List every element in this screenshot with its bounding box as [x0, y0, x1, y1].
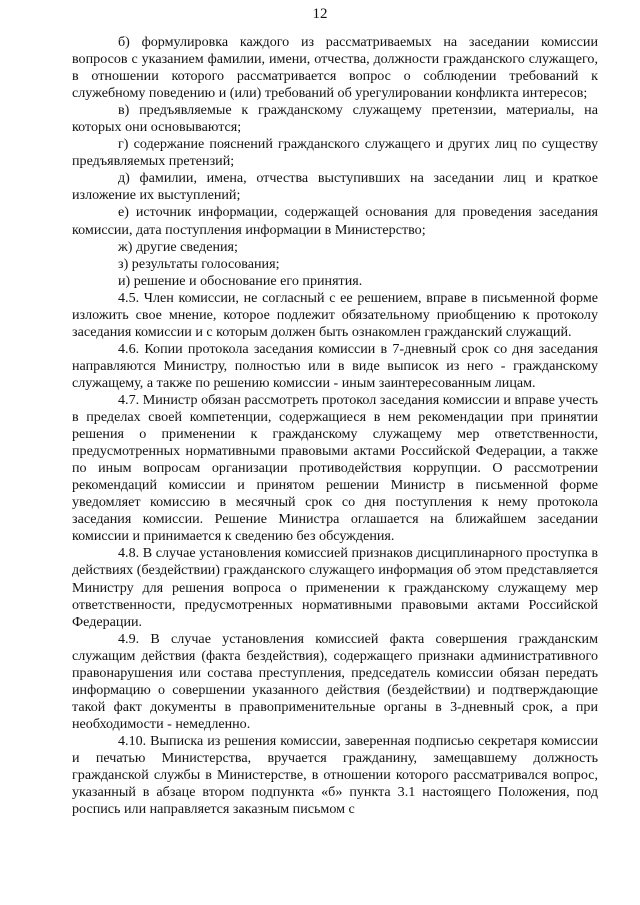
paragraph-4-10: 4.10. Выписка из решения комиссии, заверенная подписью секретаря комиссии и печатью Министерства, вручается гражданину, замещавшему должность гражданской службы в Министерстве, в отношении которого рассматривался вопрос, указанный в абзаце втором подпункта «б» пункта 3.1 настоящего Положения, под роспись или направляется заказным письмом с — [72, 732, 598, 818]
paragraph-4-5: 4.5. Член комиссии, не согласный с ее решением, вправе в письменной форме изложить свое мнение, которое подлежит обязательному приобщению к протоколу заседания комиссии и с которым должен быть ознакомлен гражданский служащий. — [72, 289, 598, 340]
paragraph-4-7: 4.7. Министр обязан рассмотреть протокол заседания комиссии и вправе учесть в пределах своей компетенции, содержащиеся в нем рекомендации при принятии решения о применении к гражданскому служащему мер ответственности, предусмотренных нормативными правовыми актами Российской Федерации, а также по иным вопросам организации противодействия коррупции. О рассмотрении рекомендаций комиссии и принятом решении Министр в письменной форме уведомляет комиссию в месячный срок со дня поступления к нему протокола заседания комиссии. Решение Министра оглашается на ближайшем заседании комиссии и принимается к сведению без обсуждения. — [72, 391, 598, 545]
paragraph-i: и) решение и обоснование его принятия. — [118, 272, 363, 289]
paragraph-e: е) источник информации, содержащей основания для проведения заседания комиссии, дата поступления информации в Министерство; — [72, 204, 598, 238]
paragraph-4-9: 4.9. В случае установления комиссией факта совершения гражданским служащим действия (факта бездействия), содержащего признаки административного правонарушения или состава преступления, председатель комиссии обязан передать информацию о совершении указанного действия (бездействии) и подтверждающие такой факт документы в правоприменительные органы в 3-дневный срок, а при необходимости - немедленно. — [72, 630, 598, 732]
paragraph-v: в) предъявляемые к гражданскому служащему претензии, материалы, на которых они основываются; — [72, 102, 598, 136]
paragraph-4-8: 4.8. В случае установления комиссией признаков дисциплинарного проступка в действиях (бездействии) гражданского служащего информация об этом представляется Министру для решения вопроса о применении к гражданскому служащему мер ответственности, предусмотренных нормативными правовыми актами Российской Федерации. — [72, 545, 598, 630]
page-number: 12 — [312, 6, 328, 22]
paragraph-z: з) результаты голосования; — [118, 255, 280, 272]
paragraph-b: б) формулировка каждого из рассматриваемых на заседании комиссии вопросов с указанием фамилии, имени, отчества, должности гражданского служащего, в отношении которого рассматривается вопрос о соблюдении требований к служебному поведению и (или) требований об урегулировании конфликта интересов; — [72, 34, 598, 102]
paragraph-g: г) содержание пояснений гражданского служащего и других лиц по существу предъявляемых претензий; — [72, 136, 598, 170]
document-body — [72, 34, 598, 818]
paragraph-4-6: 4.6. Копии протокола заседания комиссии в 7-дневный срок со дня заседания направляются Министру, полностью или в виде выписок из него - гражданскому служащему, а также по решению комиссии - иным заинтересованным лицам. — [72, 340, 598, 391]
paragraph-zh: ж) другие сведения; — [118, 238, 238, 255]
paragraph-d: д) фамилии, имена, отчества выступивших на заседании лиц и краткое изложение их выступлений; — [72, 170, 598, 204]
